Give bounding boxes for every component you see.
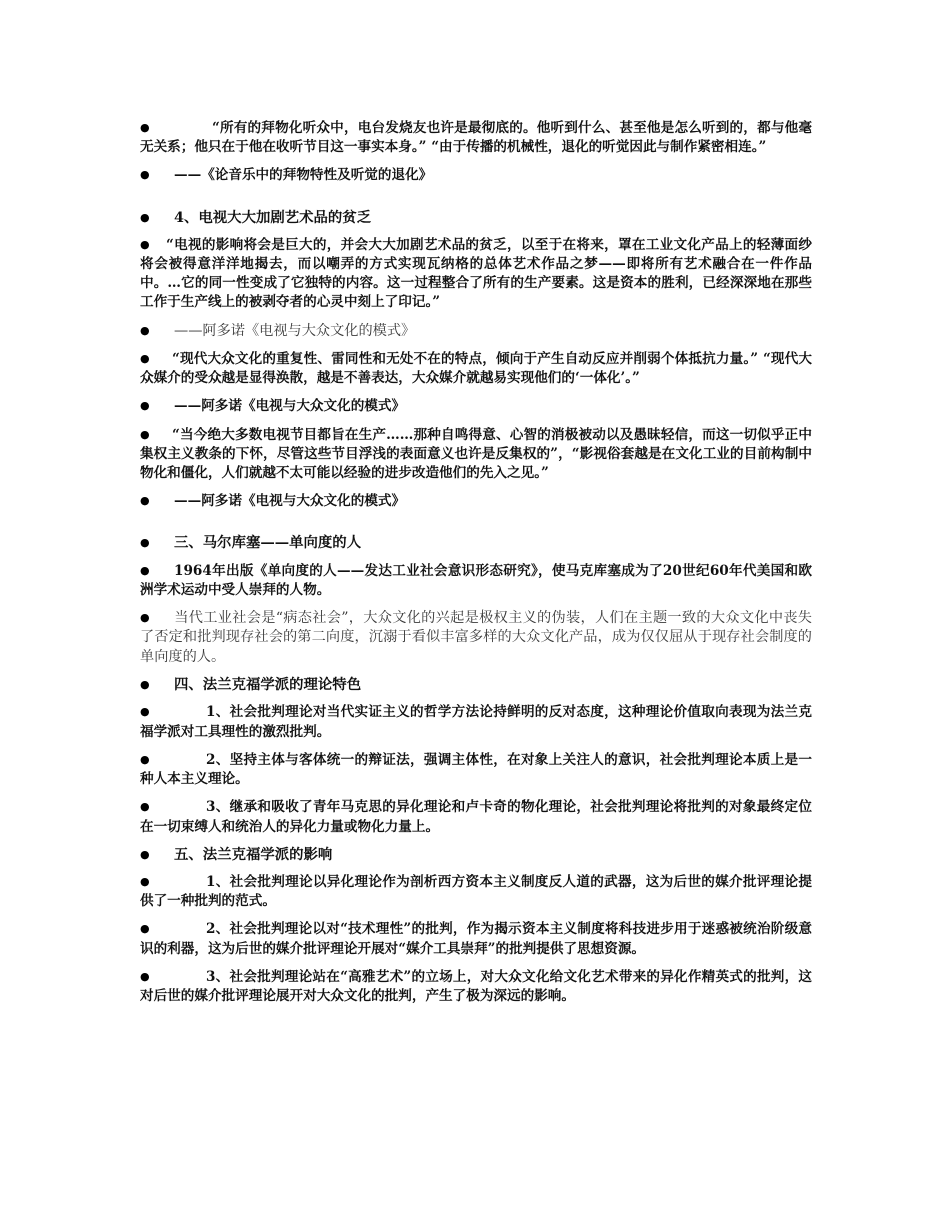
list-item: ● 2、坚持主体与客体统一的辩证法，强调主体性，在对象上关注人的意识，社会批判理论本质上是一种人本主义理论。	[140, 751, 812, 788]
list-item: ● 1、社会批判理论对当代实证主义的哲学方法论持鲜明的反对态度，这种理论价值取向表现为法兰克福学派对工具理性的激烈批判。	[140, 704, 812, 740]
document-page	[140, 118, 812, 1014]
bullet-icon: ●	[140, 705, 150, 719]
section-heading: ● 4、电视大大加剧艺术品的贫乏	[140, 208, 372, 226]
list-item: ● 1、社会批判理论以异化理论作为剖析西方资本主义制度反人道的武器，这为后世的媒介批评理论提供了一种批判的范式。	[140, 873, 812, 910]
bullet-icon: ●	[140, 427, 150, 441]
bullet-icon: ●	[140, 563, 150, 577]
list-item: ● 3、继承和吸收了青年马克思的异化理论和卢卡奇的物化理论，社会批判理论将批判的对象最终定位在一切束缚人和统治人的异化力量或物化力量上。	[140, 799, 812, 835]
bullet-icon: ●	[140, 922, 150, 936]
list-item: ● 2、社会批判理论以对“技术理性”的批判，作为揭示资本主义制度将科技进步用于迷惑被统治阶级意识的利器，这为后世的媒介批评理论开展对“媒介工具崇拜”的批判提供了思想资源。	[140, 921, 812, 957]
bullet-icon: ●	[140, 752, 150, 766]
bullet-icon: ●	[140, 168, 150, 182]
bullet-icon: ●	[140, 121, 150, 134]
bullet-icon: ●	[140, 237, 150, 251]
body-paragraph: ● 1964年出版《单向度的人——发达工业社会意识形态研究》，使马克库塞成为了20世纪60年代美国和欧洲学术运动中受人崇拜的人物。	[140, 562, 812, 598]
bullet-icon: ●	[140, 800, 150, 814]
quote-paragraph: ● “现代大众文化的重复性、雷同性和无处不在的特点，倾向于产生自动反应并削弱个体抵抗力量。” “现代大众媒介的受众越是显得涣散，越是不善表达，大众媒介就越易实现他们的‘一体化’。”	[140, 351, 812, 387]
quote-source: ● ——《论音乐中的拜物特性及听觉的退化》	[140, 167, 433, 184]
bullet-icon: ●	[140, 494, 150, 508]
bullet-icon: ●	[140, 352, 150, 366]
quote-source: ● ——阿多诺《电视与大众文化的模式》	[140, 398, 406, 415]
bullet-icon: ●	[140, 969, 150, 983]
quote-paragraph: ● “电视的影响将会是巨大的，并会大大加剧艺术品的贫乏，以至于在将来，罩在工业文化产品上的轻薄面纱将会被得意洋洋地揭去，而以嘲弄的方式实现瓦纳格的总体艺术作品之梦——即将所有艺术融合在一件作品中。…它的同一性变成了它独特的内容。这一过程整合了所有的生产要素。这是资本的胜利，已经深深地在那些工作于生产线上的被剥夺者的心灵中刻上了印记。”	[140, 236, 812, 311]
body-paragraph: ● 当代工业社会是“病态社会”，大众文化的兴起是极权主义的伪装，人们在主题一致的大众文化中丧失了否定和批判现存社会的第二向度，沉溺于看似丰富多样的大众文化产品，成为仅仅屈从于现存社会制度的单向度的人。	[140, 610, 812, 665]
section-heading: ● 五、法兰克福学派的影响	[140, 845, 333, 863]
section-heading: ● 四、法兰克福学派的理论特色	[140, 676, 362, 694]
bullet-icon: ●	[140, 678, 150, 692]
bullet-icon: ●	[140, 536, 150, 550]
section-heading: ● 三、马尔库塞——单向度的人	[140, 534, 362, 552]
bullet-icon: ●	[140, 847, 150, 861]
quote-source: ● ——阿多诺《电视与大众文化的模式》	[140, 322, 416, 339]
quote-source: ● ——阿多诺《电视与大众文化的模式》	[140, 493, 406, 510]
bullet-icon: ●	[140, 210, 150, 224]
list-item: ● 3、社会批判理论站在“高雅艺术”的立场上，对大众文化给文化艺术带来的异化作精英式的批判，这对后世的媒介批评理论展开对大众文化的批判，产生了极为深远的影响。	[140, 968, 812, 1004]
quote-paragraph: ● “所有的拜物化听众中，电台发烧友也许是最彻底的。他听到什么、甚至他是怎么听到的，都与他毫无关系；他只在于他在收听节目这一事实本身。” “由于传播的机械性，退化的听觉因此与制作紧密相连。”	[140, 120, 812, 156]
quote-paragraph: ● “当今绝大多数电视节目都旨在生产……那种自鸣得意、心智的消极被动以及愚昧轻信，而这一切似乎正中集权主义教条的下怀，尽管这些节目浮浅的表面意义也许是反集权的”，“影视俗套越是在文化工业的目前构制中物化和僵化，人们就越不太可能以经验的进步改造他们的先入之见。”	[140, 426, 812, 482]
bullet-icon: ●	[140, 323, 150, 337]
bullet-icon: ●	[140, 399, 150, 413]
bullet-icon: ●	[140, 611, 150, 625]
bullet-icon: ●	[140, 874, 150, 888]
